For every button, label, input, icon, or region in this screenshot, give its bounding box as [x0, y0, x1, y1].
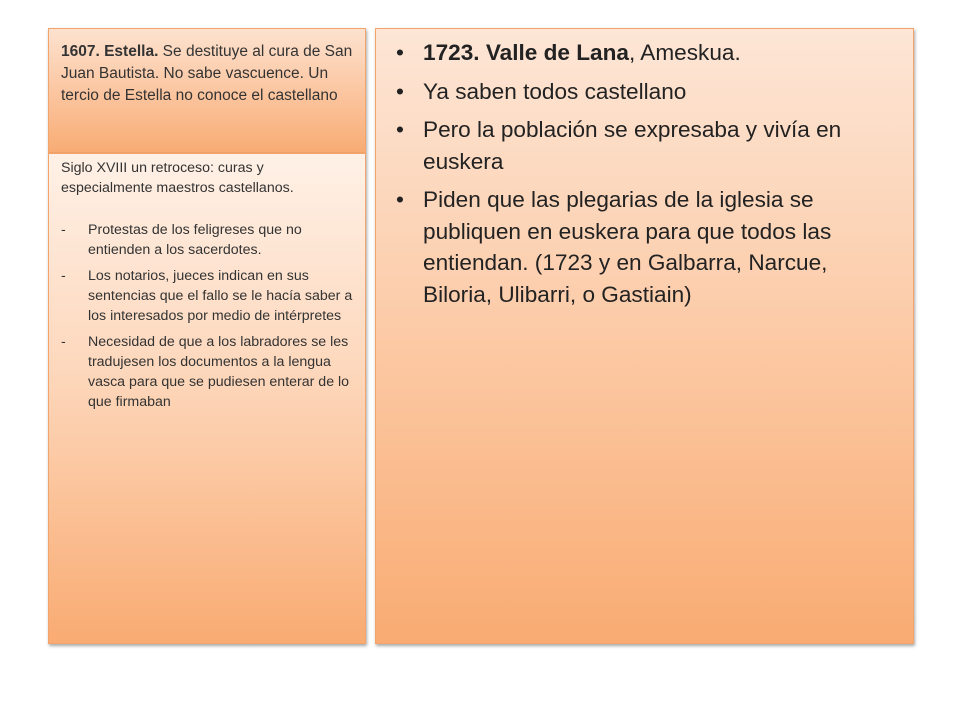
bullet-icon: • [396, 40, 404, 65]
list-item-text: Protestas de los feligreses que no entienden a los sacerdotes. [88, 222, 302, 258]
bullet-item [388, 37, 901, 69]
left-title-bold: 1607. Estella. [61, 43, 159, 60]
list-item-text: Los notarios, jueces indican en sus sentencias que el fallo se le hacía saber a los interesados por medio de intérpretes [88, 268, 353, 324]
bullet-item [388, 184, 901, 310]
bullet-item-text: Ya saben todos castellano [423, 78, 687, 104]
left-title-text: Se destituye al cura de San Juan Bautista. No sabe vascuence. Un tercio de Estella no conoce el castellano [61, 43, 353, 104]
list-item [61, 220, 353, 260]
left-body-box [48, 153, 366, 644]
left-body-intro: Siglo XVIII un retroceso: curas y especialmente maestros castellanos. [61, 160, 294, 196]
bullet-icon: • [396, 78, 404, 104]
bullet-icon: • [396, 187, 404, 212]
left-title-box [48, 28, 366, 153]
left-body-list [61, 220, 353, 412]
bullet-item [388, 76, 901, 108]
list-item [61, 266, 353, 326]
bullet-item-text: , Ameskua. [628, 40, 741, 65]
bullet-item-text: Piden que las plegarias de la iglesia se publiquen en euskera para que todos las entiendan. (1723 y en Galbarra, Narcue, Biloria, Ulibarri, o Gastiain) [423, 187, 832, 307]
right-bullet-list [388, 37, 901, 310]
bullet-item [388, 114, 901, 177]
bullet-icon: • [396, 117, 404, 142]
list-item-text: Necesidad de que a los labradores se les tradujesen los documentos a la lengua vasca para que se pudiesen enterar de lo que firmaban [88, 334, 350, 410]
dash-marker: - [61, 334, 66, 350]
dash-marker: - [61, 222, 66, 238]
bullet-item-bold: 1723. Valle de Lana [423, 40, 629, 65]
dash-marker: - [61, 268, 66, 284]
right-content-box [375, 28, 914, 644]
bullet-item-text: Pero la población se expresaba y vivía en euskera [423, 117, 842, 174]
list-item [61, 332, 353, 412]
